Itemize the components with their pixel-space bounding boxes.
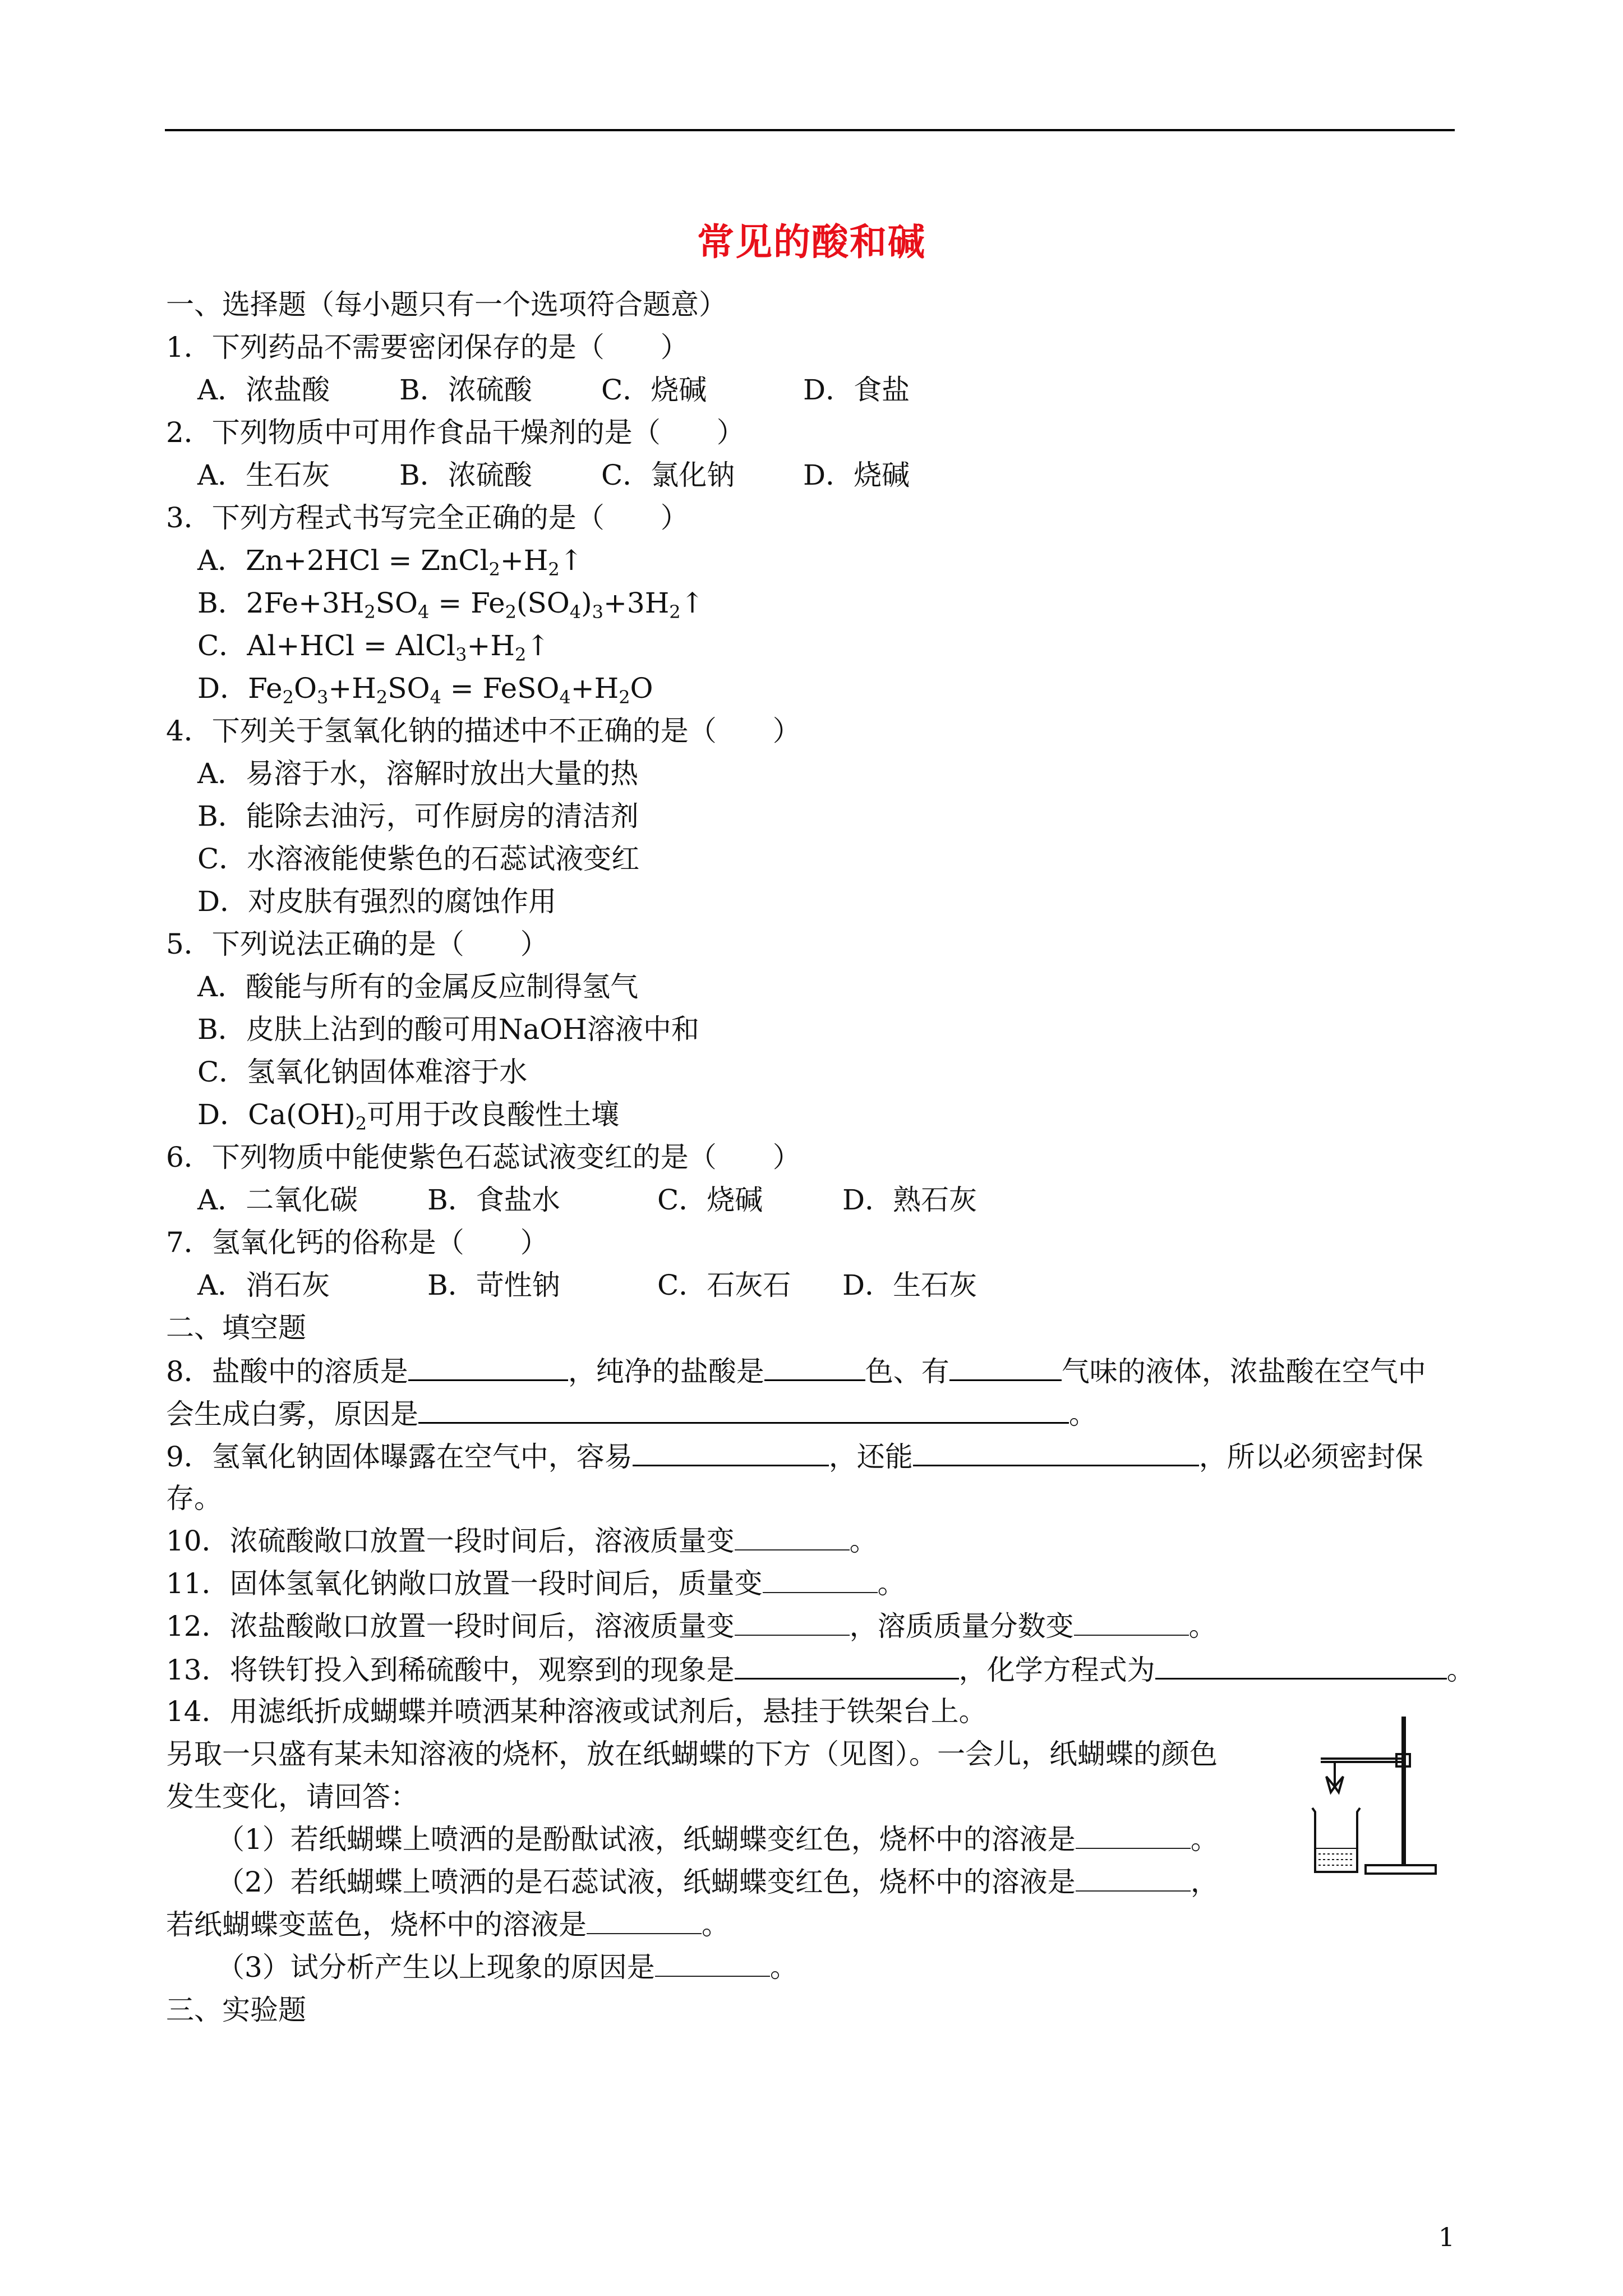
option-a: A．二氧化碳: [197, 1184, 358, 1216]
answer-blank[interactable]: [735, 1521, 850, 1550]
question-9-line-2: 存。: [166, 1482, 222, 1515]
answer-blank[interactable]: [633, 1434, 829, 1466]
question-9-line-1: 9．氢氧化钠固体曝露在空气中，容易 ，还能 ，所以必须密封保: [166, 1434, 1461, 1477]
option-a: A．消石灰: [197, 1269, 330, 1301]
option-c: C．烧碱: [601, 374, 707, 406]
option-b: B．食盐水: [427, 1184, 560, 1216]
option-d: D．烧碱: [803, 459, 910, 491]
option-c: C．氢氧化钠固体难溶于水: [197, 1056, 528, 1088]
question-14-line-2: 另取一只盛有某未知溶液的烧杯，放在纸蝴蝶的下方（见图）。一会儿，纸蝴蝶的颜色: [166, 1738, 1218, 1770]
option-a: A．易溶于水，溶解时放出大量的热: [197, 757, 639, 790]
section-heading: 二、填空题: [166, 1312, 306, 1344]
option-b: B．苛性钠: [427, 1269, 560, 1301]
question-11: 11．固体氢氧化钠敞口放置一段时间后，质量变 。: [166, 1562, 1461, 1605]
option-b: B．$2Fe+3H_2SO_4$ = $Fe_2(SO_4)_3+3H_2↑$: [197, 587, 704, 623]
question-13: 13．将铁钉投入到稀硫酸中，观察到的现象是 ，化学方程式为 。: [166, 1648, 1461, 1690]
answer-blank[interactable]: [1074, 1607, 1189, 1636]
options-row: [166, 454, 1461, 496]
question-stem: 7．氢氧化钙的俗称是（ ）: [166, 1226, 548, 1259]
option-d: D．生石灰: [842, 1269, 978, 1301]
option-c: C．石灰石: [657, 1269, 791, 1301]
option-d: D．对皮肤有强烈的腐蚀作用: [197, 885, 557, 918]
page-number: 1: [1438, 2222, 1455, 2252]
section-heading: 一、选择题（每小题只有一个选项符合题意）: [166, 288, 727, 321]
answer-blank[interactable]: [418, 1392, 1069, 1424]
options-row: [166, 1264, 1461, 1306]
question-14-sub-2: （2）若纸蝴蝶上喷洒的是石蕊试液，纸蝴蝶变红色，烧杯中的溶液是 ，: [166, 1861, 1461, 1903]
answer-blank[interactable]: [735, 1648, 959, 1680]
option-a: A．酸能与所有的金属反应制得氢气: [197, 970, 639, 1003]
option-d: D．$Fe_2O_3+H_2SO_4$ = $FeSO_4+H_2O$: [197, 672, 653, 708]
option-c: C．氯化钠: [601, 459, 735, 491]
option-a: A．$Zn+2HCl = ZnCl_2+H_2↑$: [197, 544, 583, 580]
answer-blank[interactable]: [408, 1349, 568, 1381]
option-b: B．浓硫酸: [399, 374, 532, 406]
option-a: A．生石灰: [197, 459, 330, 491]
answer-blank[interactable]: [655, 1948, 770, 1977]
question-14-sub-1: （1）若纸蝴蝶上喷洒的是酚酞试液，纸蝴蝶变红色，烧杯中的溶液是 。: [166, 1818, 1461, 1861]
option-d: D．食盐: [803, 374, 910, 406]
answer-blank[interactable]: [1155, 1648, 1447, 1680]
answer-blank[interactable]: [1076, 1820, 1191, 1849]
option-b: B．能除去油污，可作厨房的清洁剂: [197, 800, 639, 832]
question-14-sub-2-cont: 若纸蝴蝶变蓝色，烧杯中的溶液是 。: [166, 1903, 1461, 1946]
option-a: A．浓盐酸: [197, 374, 330, 406]
options-row: [166, 1179, 1461, 1221]
question-12: 12．浓盐酸敞口放置一段时间后，溶液质量变 ，溶质质量分数变 。: [166, 1605, 1461, 1648]
page-title: 常见的酸和碱: [697, 220, 926, 264]
worksheet-body: [166, 283, 1475, 2031]
iron-stand-beaker-figure: [1304, 1714, 1438, 1882]
question-stem: 2．下列物质中可用作食品干燥剂的是（ ）: [166, 416, 745, 449]
option-b: B．浓硫酸: [399, 459, 532, 491]
option-c: C．$Al+HCl = AlCl_3+H_2↑$: [197, 629, 550, 665]
question-8-line-2: 会生成白雾，原因是 。: [166, 1392, 1461, 1434]
answer-blank[interactable]: [913, 1434, 1199, 1466]
answer-blank[interactable]: [764, 1349, 865, 1381]
option-c: C．烧碱: [657, 1184, 763, 1216]
header-rule: [165, 129, 1455, 131]
answer-blank[interactable]: [949, 1349, 1062, 1381]
answer-blank[interactable]: [1076, 1862, 1191, 1892]
question-10: 10．浓硫酸敞口放置一段时间后，溶液质量变 。: [166, 1520, 1461, 1562]
answer-blank[interactable]: [763, 1564, 878, 1593]
option-b: B．皮肤上沾到的酸可用NaOH溶液中和: [197, 1013, 699, 1046]
question-stem: 4．下列关于氢氧化钠的描述中不正确的是（ ）: [166, 715, 801, 747]
question-14-line-1: 14．用滤纸折成蝴蝶并喷洒某种溶液或试剂后，悬挂于铁架台上。: [166, 1695, 987, 1728]
question-14-sub-3: （3）试分析产生以上现象的原因是 。: [166, 1946, 1461, 1989]
question-14-line-3: 发生变化，请回答：: [166, 1780, 418, 1813]
question-8-line-1: 8．盐酸中的溶质是 ，纯净的盐酸是 色、有 气味的液体，浓盐酸在空气中: [166, 1349, 1461, 1392]
answer-blank[interactable]: [587, 1905, 702, 1934]
option-d: D．熟石灰: [842, 1184, 978, 1216]
option-d: D．$Ca(OH)_2$可用于改良酸性土壤: [197, 1098, 620, 1134]
question-stem: 5．下列说法正确的是（ ）: [166, 928, 548, 960]
options-row: [166, 369, 1461, 411]
question-stem: 3．下列方程式书写完全正确的是（ ）: [166, 501, 689, 534]
question-stem: 1．下列药品不需要密闭保存的是（ ）: [166, 331, 689, 364]
option-c: C．水溶液能使紫色的石蕊试液变红: [197, 843, 640, 875]
answer-blank[interactable]: [735, 1607, 850, 1636]
question-stem: 6．下列物质中能使紫色石蕊试液变红的是（ ）: [166, 1141, 801, 1174]
section-heading: 三、实验题: [166, 1994, 306, 2026]
